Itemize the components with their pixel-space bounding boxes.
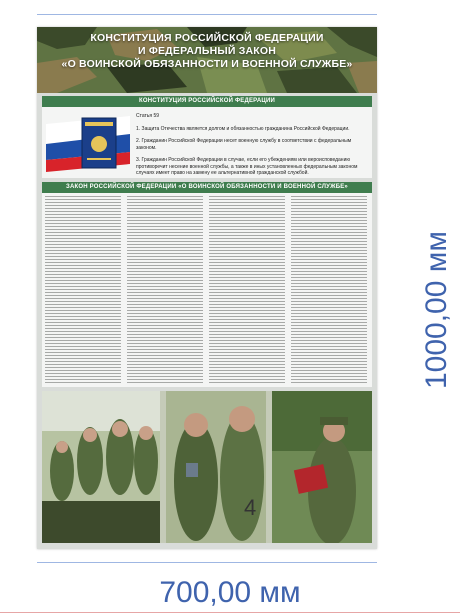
poster	[37, 27, 377, 549]
constitution-section	[42, 96, 372, 178]
law-heading: ЗАКОН РОССИЙСКОЙ ФЕДЕРАЦИИ «О ВОИНСКОЙ ОБЯЗАННОСТИ И ВОЕННОЙ СЛУЖБЕ»	[42, 182, 372, 193]
top-guide-line	[37, 14, 377, 15]
clause-1: 1. Защита Отечества является долгом и обязанностью гражданина Российской Федерации.	[136, 125, 350, 132]
bottom-guide-line	[37, 562, 377, 563]
soldiers-photo	[42, 391, 160, 543]
law-text-column	[127, 196, 203, 384]
law-section	[42, 182, 372, 387]
soldiers-closeup-photo	[166, 391, 266, 543]
title-line-3: «О ВОИНСКОЙ ОБЯЗАННОСТИ И ВОЕННОЙ СЛУЖБЕ»	[61, 58, 353, 70]
photo-number: 4	[244, 495, 257, 520]
height-label: 1000,00 мм	[420, 230, 453, 390]
width-guide-line	[0, 612, 460, 613]
clause-3: 3. Гражданин Российской Федерации в случае, если его убеждениям или вероисповеданию противоречит несение военной службы, а также в иных установленных федеральным законом случаях имеет право на замену ее альтернативной гражданской службой.	[136, 157, 358, 176]
width-label: 700,00 мм	[159, 576, 301, 609]
photo-strip	[42, 391, 372, 543]
height-dimension	[417, 180, 457, 440]
camouflage-header	[37, 27, 377, 93]
clause-2: 2. Гражданин Российской Федерации несет военную службу в соответствии с федеральным законом.	[136, 138, 352, 151]
constitution-heading: КОНСТИТУЦИЯ РОССИЙСКОЙ ФЕДЕРАЦИИ	[42, 96, 372, 107]
poster-title	[37, 32, 377, 71]
title-line-1: КОНСТИТУЦИЯ РОССИЙСКОЙ ФЕДЕРАЦИИ	[90, 32, 324, 44]
article-59	[136, 113, 368, 183]
title-line-2: И ФЕДЕРАЛЬНЫЙ ЗАКОН	[137, 45, 277, 57]
law-text-columns	[45, 196, 369, 384]
soldier-oath-photo	[272, 391, 372, 543]
law-text-column	[291, 196, 367, 384]
law-text-column	[209, 196, 285, 384]
law-text-column	[45, 196, 121, 384]
article-title: Статья 59	[136, 113, 160, 119]
constitution-book-image	[46, 114, 130, 172]
